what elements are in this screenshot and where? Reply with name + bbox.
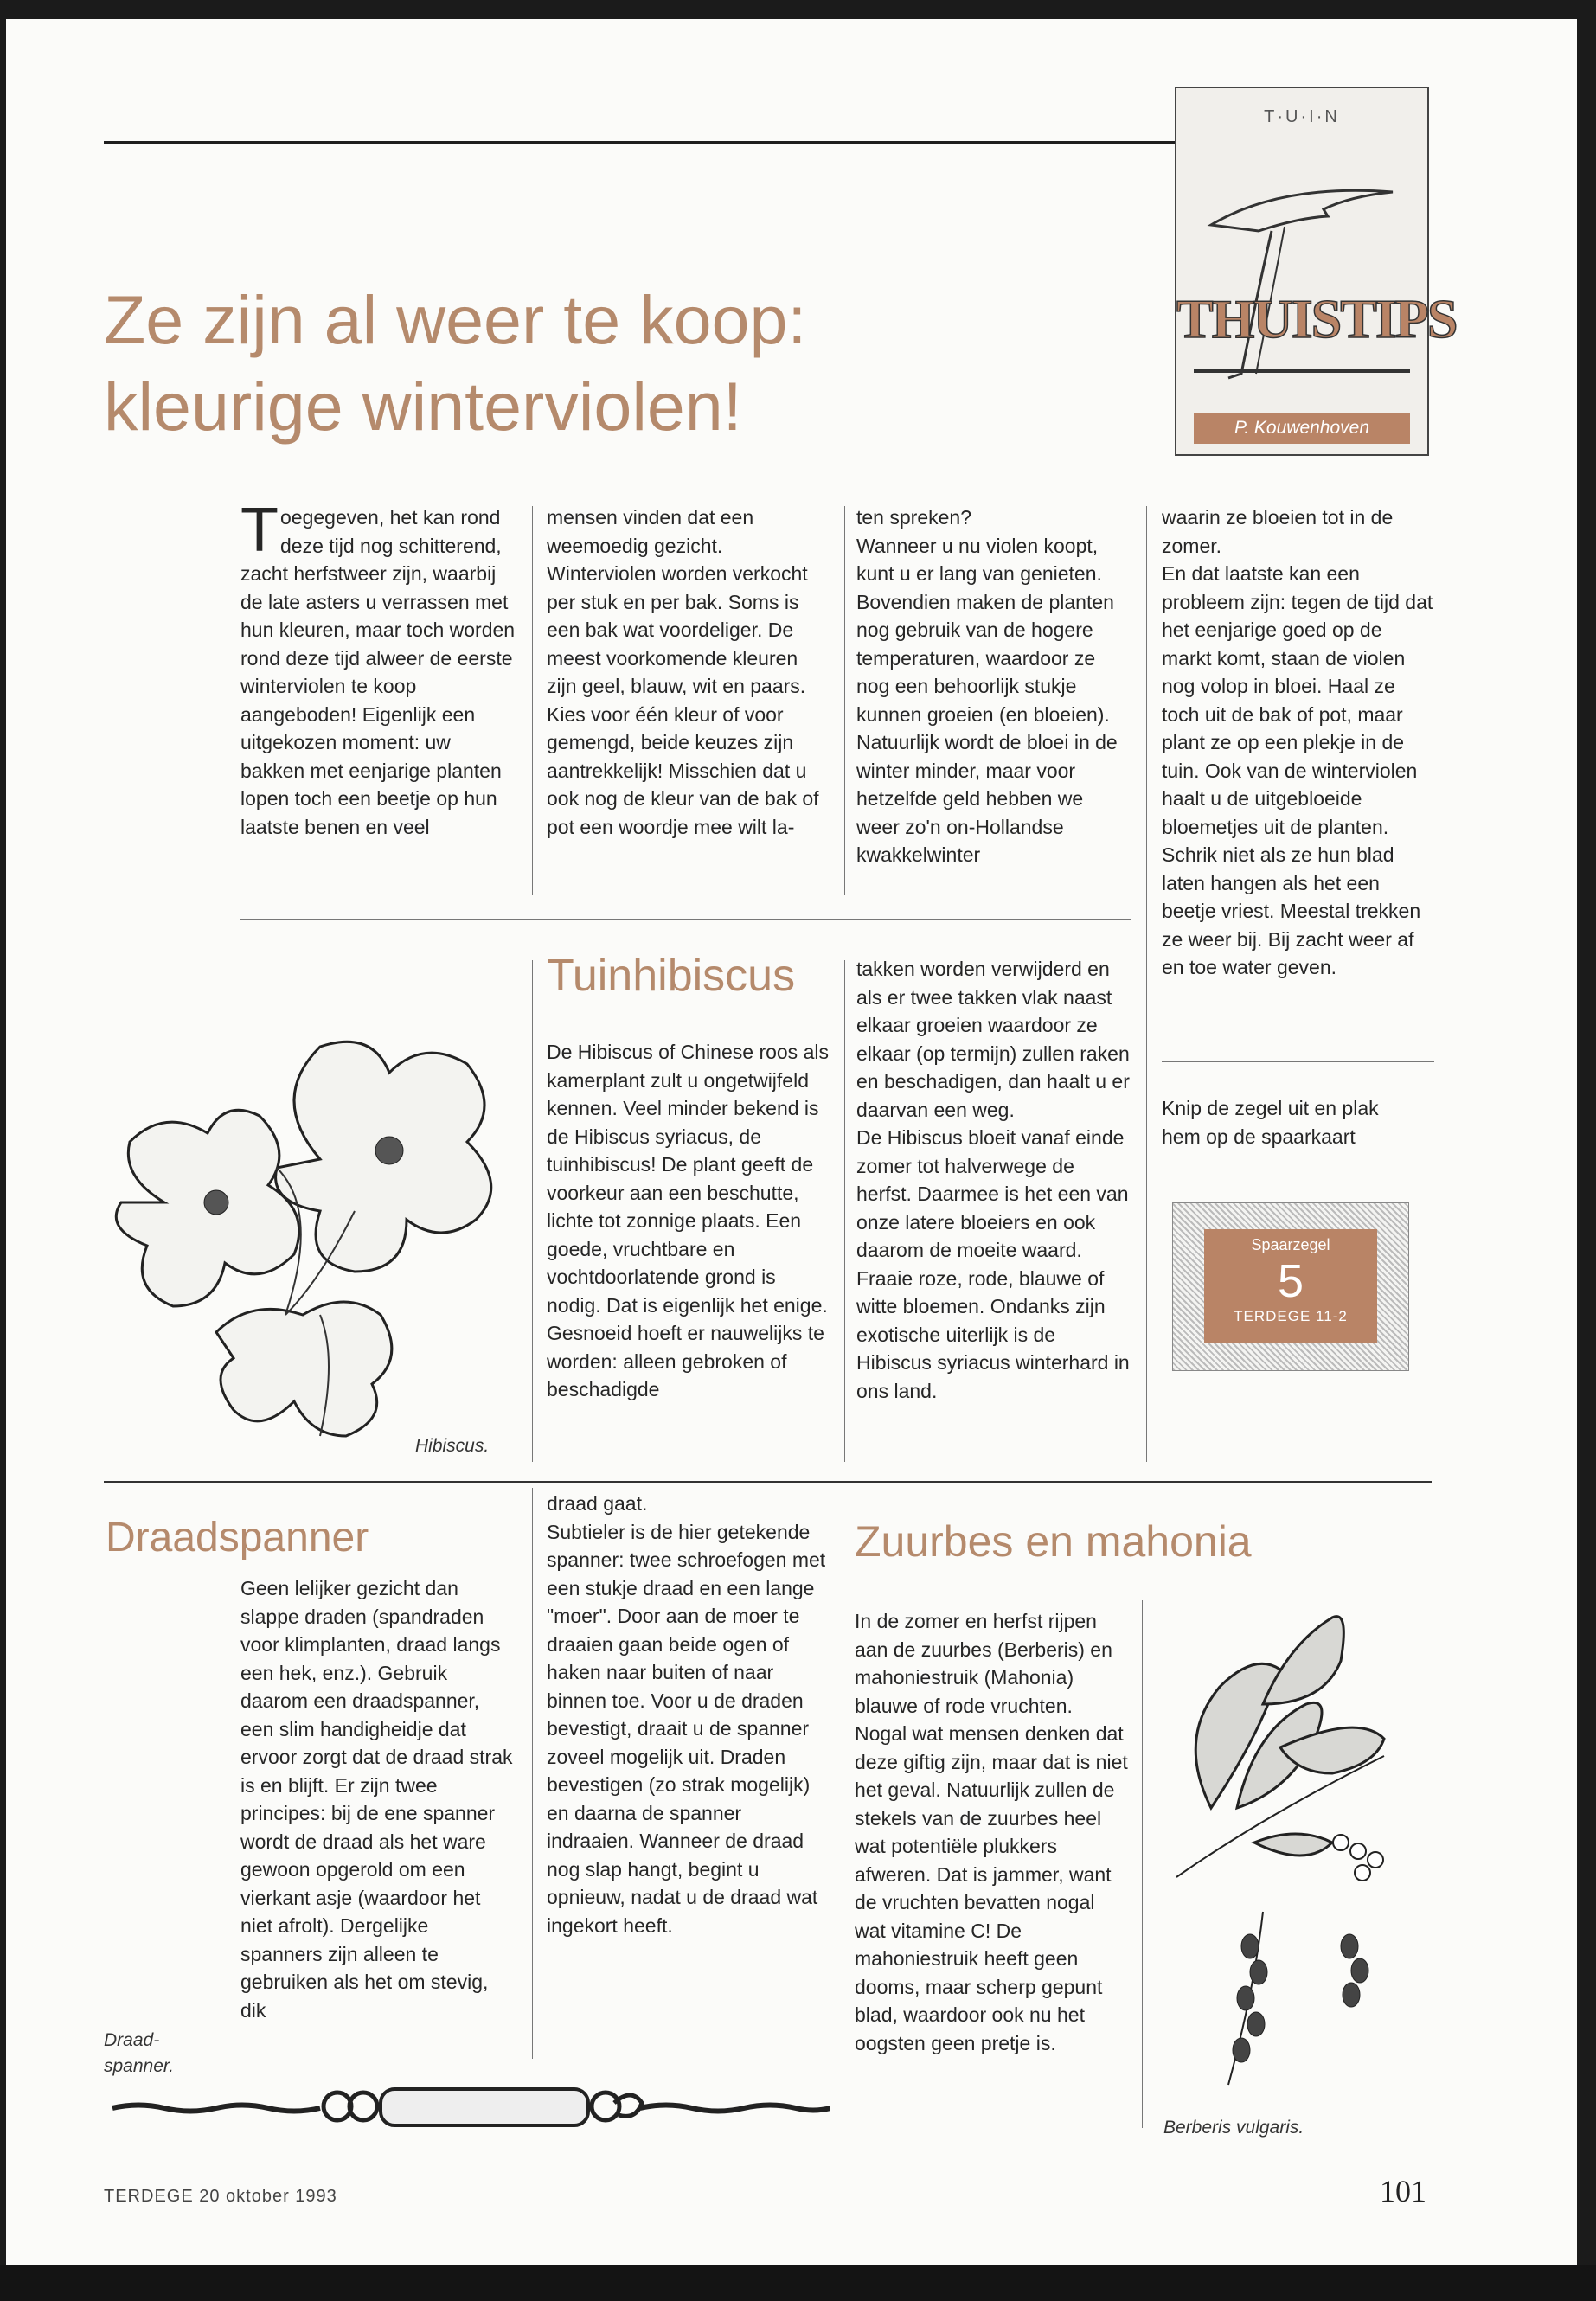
badge-t-logo <box>1176 88 1457 454</box>
article-title <box>104 277 1142 450</box>
draadspanner-caption-line-2: spanner. <box>104 2056 174 2076</box>
column-divider <box>532 506 533 895</box>
page-number: 101 <box>1380 2174 1426 2208</box>
section-rule <box>240 919 1131 920</box>
draadspanner-heading: Draadspanner <box>106 1515 369 1561</box>
stamp-number: 5 <box>1277 1255 1304 1307</box>
coupon-rule <box>1162 1061 1434 1062</box>
badge-brand: THUISTIPS <box>1176 288 1457 349</box>
hibiscus-illustration <box>61 952 528 1445</box>
stamp-code: TERDEGE 11-2 <box>1234 1308 1348 1324</box>
badge-small-title: T·U·I·N <box>1264 107 1340 126</box>
section-rule-lower <box>104 1481 1432 1483</box>
column-divider <box>1146 506 1147 1462</box>
hibiscus-col-1: De Hibiscus of Chinese roos als kamerplant zult u ongetwijfeld kennen. Veel minder bekend is de Hibiscus syriacus, de tuinhibiscus! De plant geeft de voorkeur aan een beschutte, lichte tot zonnige plaats. Een goede, vruchtbare en vochtdoorlatende grond is nodig. Dat is eigenlijk het enige. Gesnoeid hoeft er nauwelijks te worden: alleen gebroken of beschadigde <box>547 1041 829 1400</box>
article-col-2: mensen vinden dat een weemoedig gezicht. Winterviolen worden verkocht per stuk en per bak. Soms is een bak wat voordeliger. De meest voorkomende kleuren zijn geel, blauw, wit en paars. Kies voor één kleur of voor gemengd, beide keuzes zijn aantrekkelijk! Misschien dat u ook nog de kleur van de bak of pot een woordje mee wilt la- <box>547 506 819 838</box>
column-divider <box>1142 1600 1143 2128</box>
berberis-caption: Berberis vulgaris. <box>1163 2118 1304 2138</box>
footer-issue: TERDEGE 20 oktober 1993 <box>104 2187 337 2206</box>
column-divider <box>844 960 845 1462</box>
article-col-1 <box>240 496 516 841</box>
title-line-2: kleurige winterviolen! <box>104 368 742 445</box>
draadspanner-col-2: draad gaat. Subtieler is de hier getekende spanner: twee schroefogen met een stukje draad en een lange "moer". Door aan de moer te draaien gaan beide ogen of haken naar buiten of naar binnen toe. Voor u de draden bevestigt, draait u de spanner zoveel mogelijk uit. Draden bevestigen (zo strak mogelijk) en daarna de spanner indraaien. Wanneer de draad nog slap hangt, begint u opnieuw, nadat u de draad wat ingekort heeft. <box>547 1492 826 1937</box>
title-line-1: Ze zijn al weer te koop: <box>104 281 807 358</box>
column-divider <box>844 506 845 895</box>
wire-tensioner-illustration <box>112 2072 830 2141</box>
savings-stamp[interactable] <box>1172 1202 1409 1371</box>
article-col-4: waarin ze bloeien tot in de zomer. En dat laatste kan een probleem zijn: tegen de tijd dat het eenjarige goed op de markt komt, staan de violen nog volop in bloei. Haal ze toch uit de bak of pot, maar plant ze op een plekje in de tuin. Ook van de winterviolen haalt u de uitgebloeide bloemetjes uit de planten. Schrik niet als ze hun blad laten hangen als het een beetje vriest. Meestal trekken ze weer bij. Bij zacht weer af en toe water geven. <box>1162 506 1433 978</box>
berberis-illustration <box>1159 1583 1436 2111</box>
hibiscus-heading: Tuinhibiscus <box>547 951 796 1001</box>
article-col-3: ten spreken? Wanneer u nu violen koopt, kunt u er lang van genieten. Bovendien maken de planten nog gebruik van de hogere temperaturen, waardoor ze nog een behoorlijk stukje kunnen groeien (en bloeien). Natuurlijk wordt de bloei in de winter minder, maar voor hetzelfde geld hebben we weer zo'n on-Hollandse kwakkelwinter <box>856 506 1118 866</box>
hibiscus-col-2: takken worden verwijderd en als er twee takken vlak naast elkaar groeien waardoor ze elkaar (op termijn) zullen raken en beschadigen, dan haalt u er daarvan een weg. De Hibiscus bloeit vanaf einde zomer tot halverwege de herfst. Daarmee is het een van onze latere bloeiers en ook daarom de moeite waard. Fraaie roze, rode, blauwe of witte bloemen. Ondanks zijn exotische uiterlijk is de Hibiscus syriacus winterhard in ons land. <box>856 958 1130 1402</box>
draadspanner-caption-line-1: Draad- <box>104 2030 160 2050</box>
column-divider <box>532 960 533 1462</box>
scan-border-right <box>1577 0 1596 2301</box>
thuistips-badge <box>1175 87 1457 456</box>
zuurbes-heading: Zuurbes en mahonia <box>855 1517 1252 1566</box>
scan-border-left <box>0 0 6 2301</box>
stamp-label: Spaarzegel <box>1251 1236 1330 1253</box>
hibiscus-caption: Hibiscus. <box>415 1436 490 1456</box>
scan-border-top <box>0 0 1596 19</box>
column-divider <box>532 1488 533 2059</box>
badge-author: P. Kouwenhoven <box>1194 413 1410 444</box>
zuurbes-col-1: In de zomer en herfst rijpen aan de zuurbes (Berberis) en mahoniestruik (Mahonia) blauwe of rode vruchten. Nogal wat mensen denken dat deze giftig zijn, maar dat is niet het geval. Natuurlijk zullen de stekels van de zuurbes heel wat potentiële plukkers afweren. Dat is jammer, want de vruchten bevatten nogal wat vitamine C! De mahoniestruik heeft geen dooms, maar scherp gepunt blad, waardoor ook nu het oogsten geen pretje is. <box>855 1610 1128 2054</box>
coupon-text: Knip de zegel uit en plak hem op de spaarkaart <box>1162 1097 1379 1148</box>
scan-border-bottom <box>0 2265 1596 2301</box>
article-col-1-text: oegegeven, het kan rond deze tijd nog schitterend, zacht herfstweer zijn, waarbij de late asters u verrassen met hun kleuren, maar toch worden rond deze tijd alweer de eerste winterviolen te koop aangeboden! Eigenlijk een uitgekozen moment: uw bakken met eenjarige planten lopen toch een beetje op hun laatste benen en veel <box>240 506 516 838</box>
stamp-face <box>1204 1229 1377 1343</box>
draadspanner-col-1: Geen lelijker gezicht dan slappe draden (spandraden voor klimplanten, draad langs een hek, enz.). Gebruik daarom een draadspanner, een slim handigheidje dat ervoor zorgt dat de draad strak is en blijft. Er zijn twee principes: bij de ene spanner wordt de draad als het ware gewoon opgerold om een vierkant asje (waardoor het niet afrolt). Dergelijke spanners zijn alleen te gebruiken als het om stevig, dik <box>240 1577 513 2022</box>
drop-cap: T <box>240 496 279 565</box>
